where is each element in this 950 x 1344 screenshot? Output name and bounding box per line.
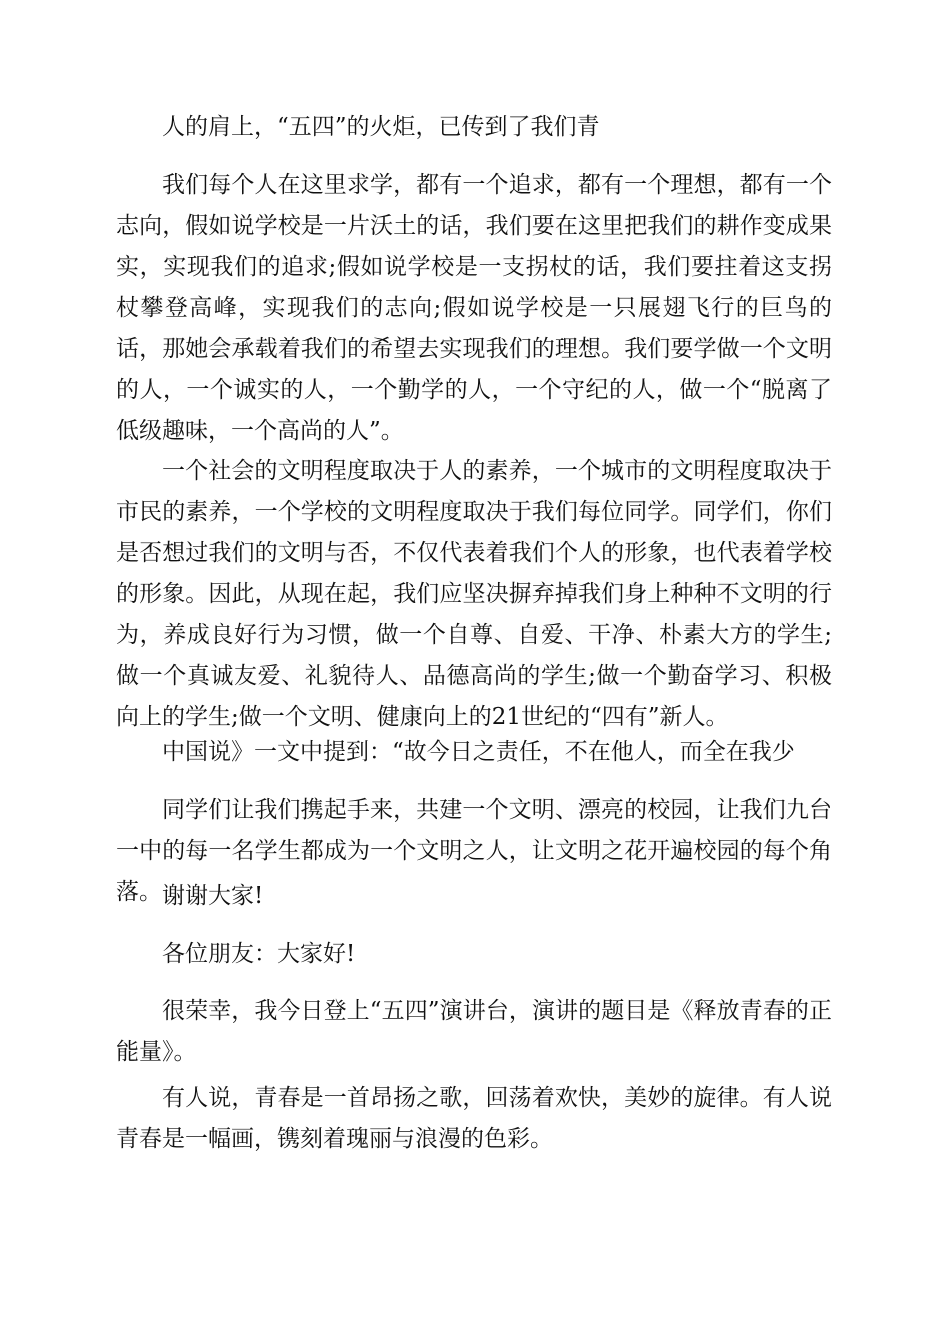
- paragraph-3: 一个社会的文明程度取决于人的素养，一个城市的文明程度取决于市民的素养，一个学校的文明程度取决于我们每位同学。同学们，你们是否想过我们的文明与否，不仅代表着我们个人的形象，也代表着学校的形象。因此，从现在起，我们应坚决摒弃掉我们身上种种不文明的行为，养成良好行为习惯，做一个自尊、自爱、干净、朴素大方的学生;做一个真诚友爱、礼貌待人、品德高尚的学生;做一个勤奋学习、积极向上的学生;做一个文明、健康向上的21世纪的“四有”新人。: [116, 458, 832, 730]
- paragraph-4: 中国说》一文中提到：“故今日之责任，不在他人，而全在我少: [162, 739, 795, 765]
- paragraph-2: 我们每个人在这里求学，都有一个追求，都有一个理想，都有一个志向，假如说学校是一片沃土的话，我们要在这里把我们的耕作变成果实，实现我们的追求;假如说学校是一支拐杖的话，我们要拄着这支拐杖攀登高峰，实现我们的志向;假如说学校是一只展翅飞行的巨鸟的话，那她会承载着我们的希望去实现我们的理想。我们要学做一个文明的人，一个诚实的人，一个勤学的人，一个守纪的人，做一个“脱离了低级趣味，一个高尚的人”。: [116, 172, 832, 444]
- paragraph-1: 人的肩上，“五四”的火炬，已传到了我们青: [162, 114, 600, 140]
- paragraph-6: 谢谢大家!: [162, 883, 264, 909]
- paragraph-8: 很荣幸，我今日登上“五四”演讲台，演讲的题目是《释放青春的正能量》。: [116, 998, 832, 1065]
- paragraph-5: 同学们让我们携起手来，共建一个文明、漂亮的校园，让我们九台一中的每一名学生都成为一个文明之人，让文明之花开遍校园的每个角落。: [116, 797, 832, 905]
- paragraph-7: 各位朋友：大家好!: [162, 941, 356, 967]
- paragraph-9: 有人说，青春是一首昂扬之歌，回荡着欢快，美妙的旋律。有人说青春是一幅画，镌刻着瑰丽与浪漫的色彩。: [116, 1085, 832, 1152]
